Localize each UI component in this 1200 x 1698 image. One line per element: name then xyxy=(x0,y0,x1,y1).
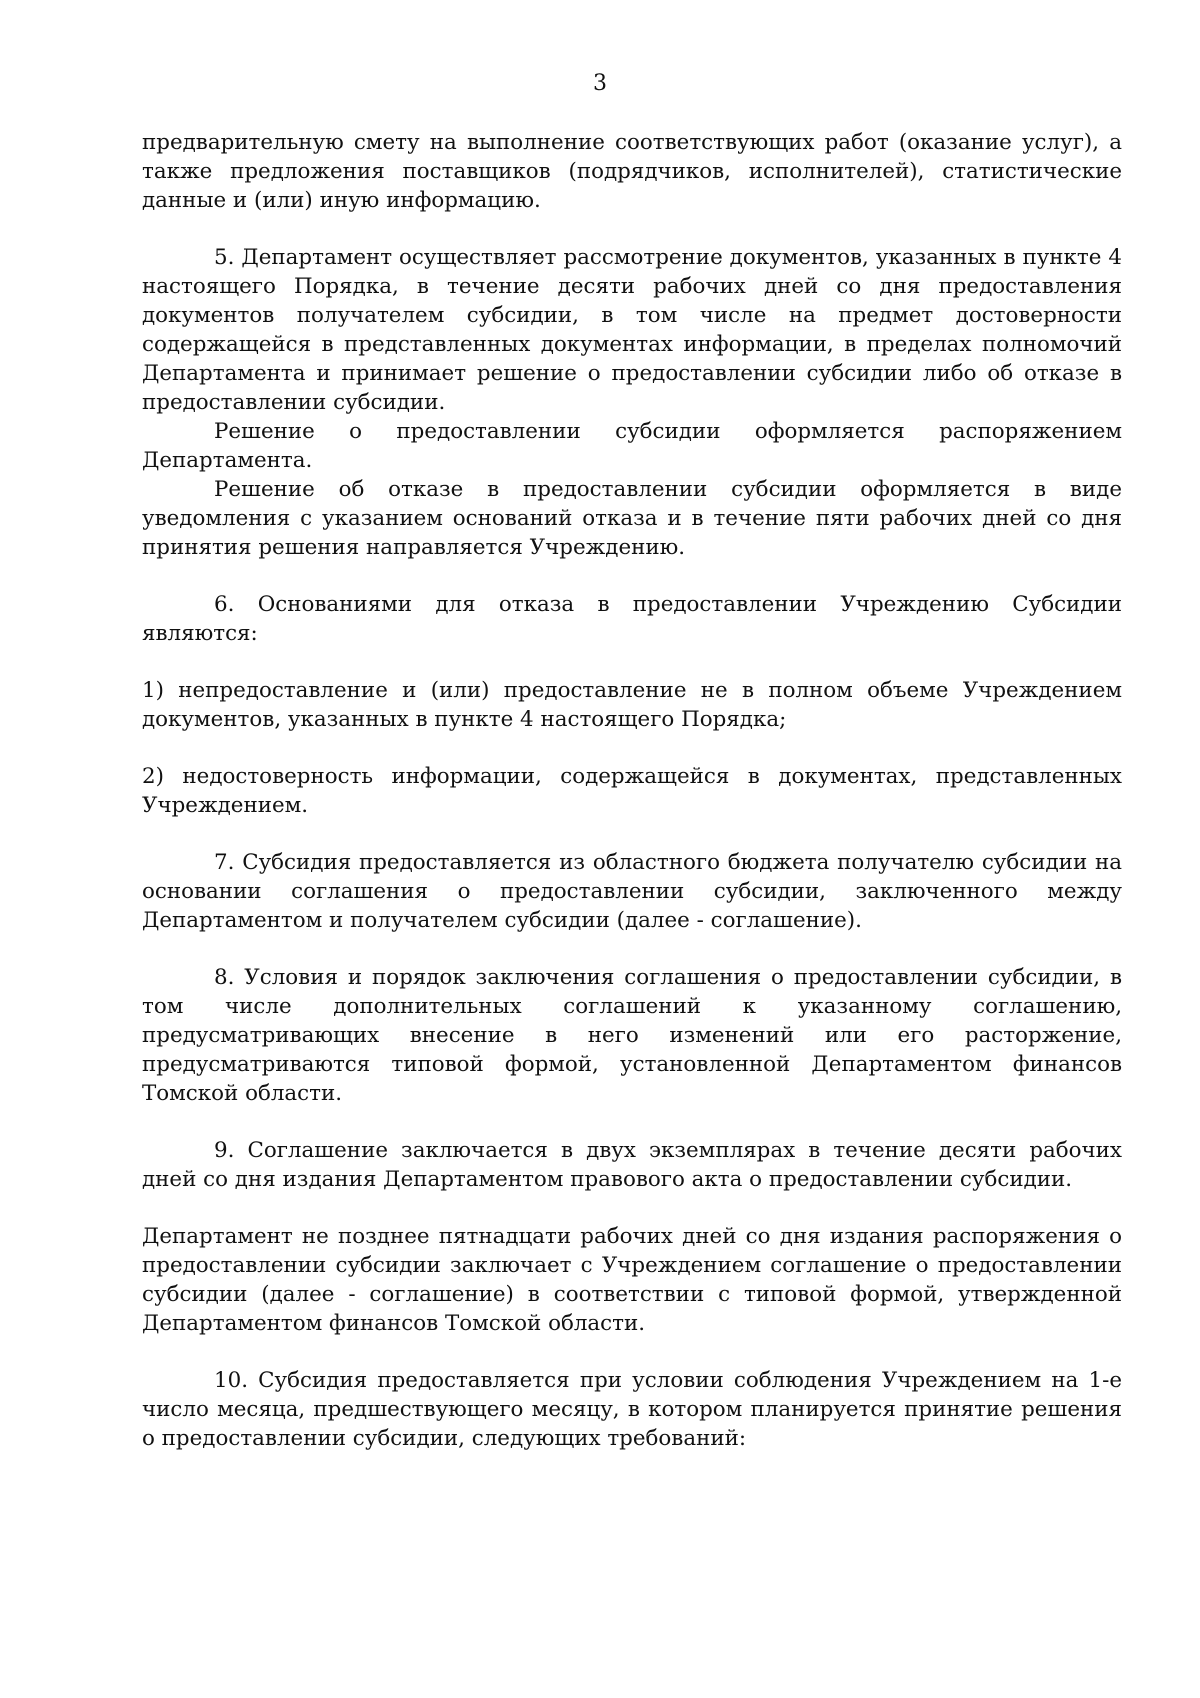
paragraph-ground-2: 2) недостоверность информации, содержащейся в документах, представленных Учреждением. xyxy=(142,764,1122,818)
paragraph-continuation: предварительную смету на выполнение соответствующих работ (оказание услуг), а также предложения поставщиков (подрядчиков, исполнителей), статистические данные и (или) иную информацию. xyxy=(142,130,1122,213)
paragraph-item-5: 5. Департамент осуществляет рассмотрение документов, указанных в пункте 4 настоящего Порядка, в течение десяти рабочих дней со дня предоставления документов получателем субсидии, в том числе на предмет достоверности содержащейся в представленных документах информации, в пределах полномочий Департамента и принимает решение о предоставлении субсидии либо об отказе в предоставлении субсидии. xyxy=(142,245,1122,415)
paragraph-item-10: 10. Субсидия предоставляется при условии соблюдения Учреждением на 1-е число месяца, предшествующего месяцу, в котором планируется принятие решения о предоставлении субсидии, следующих требований: xyxy=(142,1368,1122,1451)
document-body xyxy=(142,128,1122,1453)
page-number: 3 xyxy=(593,71,607,96)
paragraph-decision-refusal: Решение об отказе в предоставлении субсидии оформляется в виде уведомления с указанием оснований отказа и в течение пяти рабочих дней со дня принятия решения направляется Учреждению. xyxy=(142,477,1122,560)
paragraph-decision-grant: Решение о предоставлении субсидии оформляется распоряжением Департамента. xyxy=(142,419,1122,473)
paragraph-item-8: 8. Условия и порядок заключения соглашения о предоставлении субсидии, в том числе дополнительных соглашений к указанному соглашению, предусматривающих внесение в него изменений или его расторжение, предусматриваются типовой формой, установленной Департаментом финансов Томской области. xyxy=(142,965,1122,1106)
paragraph-item-6: 6. Основаниями для отказа в предоставлении Учреждению Субсидии являются: xyxy=(142,592,1122,646)
paragraph-agreement-term: Департамент не позднее пятнадцати рабочих дней со дня издания распоряжения о предоставлении субсидии заключает с Учреждением соглашение о предоставлении субсидии (далее - соглашение) в соответствии с типовой формой, утвержденной Департаментом финансов Томской области. xyxy=(142,1224,1122,1336)
paragraph-item-9: 9. Соглашение заключается в двух экземплярах в течение десяти рабочих дней со дня издания Департаментом правового акта о предоставлении субсидии. xyxy=(142,1138,1122,1192)
paragraph-ground-1: 1) непредоставление и (или) предоставление не в полном объеме Учреждением документов, указанных в пункте 4 настоящего Порядка; xyxy=(142,678,1122,732)
paragraph-item-7: 7. Субсидия предоставляется из областного бюджета получателю субсидии на основании соглашения о предоставлении субсидии, заключенного между Департаментом и получателем субсидии (далее - соглашение). xyxy=(142,850,1122,933)
